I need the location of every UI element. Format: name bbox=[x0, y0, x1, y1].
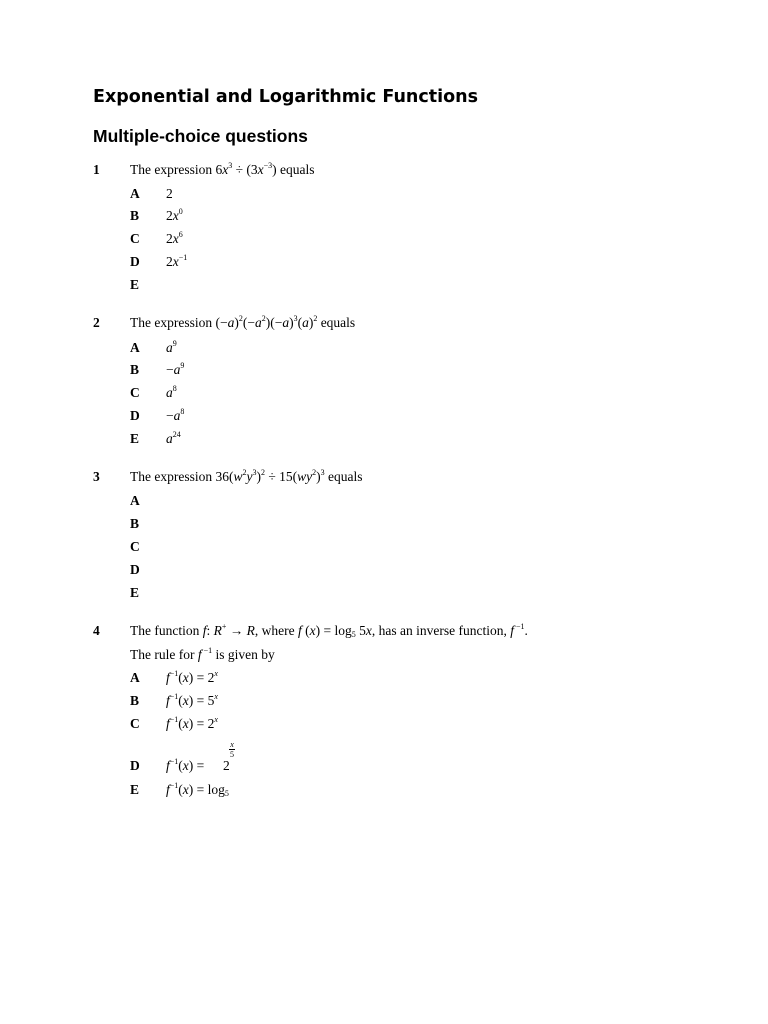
option-text: $a^{24}$ bbox=[166, 430, 181, 446]
option-text: $2x^6$ bbox=[166, 230, 183, 246]
option-text: $-a^9$ bbox=[166, 361, 185, 377]
option-label: B bbox=[130, 208, 140, 223]
option-label: B bbox=[130, 693, 140, 708]
fraction-exponent bbox=[229, 740, 235, 759]
option-text: $-a^8$ bbox=[166, 407, 185, 423]
question-stem: The expression $(-a)^2(-a^2)(-a)^3(a)^2$ equals bbox=[130, 314, 356, 330]
section-subtitle: Multiple-choice questions bbox=[93, 126, 308, 146]
fraction-numerator: x bbox=[230, 740, 234, 749]
question-number: 4 bbox=[93, 623, 100, 638]
question-stem: The expression $36(w^2y^3)^2 \div 15(wy^2)^3$ equals bbox=[130, 468, 363, 484]
option-label: E bbox=[130, 431, 140, 446]
option-text: $f^{-1}(x) = 2^x$ bbox=[166, 669, 218, 685]
option-label: D bbox=[130, 758, 140, 773]
option-text: $f^{-1}(x) = 2^x$ bbox=[166, 715, 218, 731]
option-label: D bbox=[130, 408, 140, 423]
question-number: 2 bbox=[93, 315, 100, 330]
question-stem: The expression $6x^3 \div (3x^{-3})$ equals bbox=[130, 161, 315, 177]
option-label: A bbox=[130, 670, 140, 685]
option-label: D bbox=[130, 562, 140, 577]
option-label: A bbox=[130, 340, 140, 355]
option-text: $2x^{-1}$ bbox=[166, 253, 188, 269]
option-text: $a^8$ bbox=[166, 384, 177, 400]
option-text: 2 bbox=[166, 186, 173, 201]
option-text: $f^{-1}(x) = \log_5$ bbox=[166, 781, 229, 798]
question-stem: The function f: R+ → R, where f $(x) = \log_5 5x$, has an inverse function, f $^{-1}$. bbox=[130, 622, 528, 639]
option-text: $f^{-1}(x) = 5^x$ bbox=[166, 692, 218, 708]
question-stem-line-2: The rule for f $^{-1}$ is given by bbox=[130, 646, 275, 662]
option-label: B bbox=[130, 516, 140, 531]
option-d-base: 2 bbox=[223, 758, 230, 773]
option-label: C bbox=[130, 539, 140, 554]
page-title: Exponential and Logarithmic Functions bbox=[93, 87, 479, 107]
option-label: D bbox=[130, 254, 140, 269]
option-label: E bbox=[130, 782, 140, 797]
option-text: $a^9$ bbox=[166, 339, 177, 355]
option-text: $f^{-1}(x)$ = bbox=[166, 757, 205, 773]
fraction-denominator: 5 bbox=[230, 750, 234, 759]
option-label: A bbox=[130, 493, 140, 508]
option-text: $2x^0$ bbox=[166, 207, 183, 223]
option-label: C bbox=[130, 385, 140, 400]
option-label: B bbox=[130, 362, 140, 377]
question-number: 3 bbox=[93, 469, 100, 484]
option-label: C bbox=[130, 231, 140, 246]
option-label: E bbox=[130, 585, 140, 600]
option-label: C bbox=[130, 716, 140, 731]
question-number: 1 bbox=[93, 162, 100, 177]
option-label: E bbox=[130, 277, 140, 292]
option-label: A bbox=[130, 186, 140, 201]
